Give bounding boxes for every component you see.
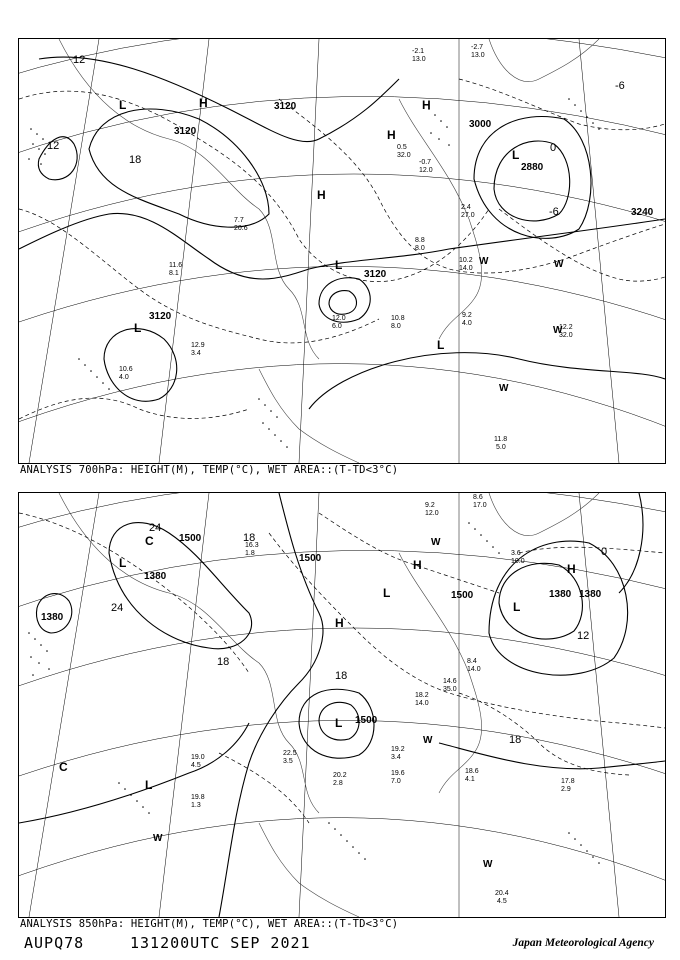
low-center: L bbox=[512, 148, 520, 162]
high-center: H bbox=[567, 562, 576, 576]
wet-patch bbox=[258, 398, 288, 448]
svg-text:4.1: 4.1 bbox=[465, 776, 475, 783]
isotherm bbox=[319, 513, 499, 593]
graticule-700 bbox=[19, 39, 665, 463]
station-plots-850 bbox=[191, 494, 575, 905]
coastline-700 bbox=[59, 39, 599, 463]
height-contour bbox=[309, 353, 665, 409]
station-plot bbox=[415, 692, 429, 707]
station-plot bbox=[245, 542, 259, 557]
height-contour bbox=[474, 117, 591, 239]
station-plot bbox=[467, 658, 481, 673]
station-plot bbox=[415, 237, 425, 252]
station-plot bbox=[462, 312, 472, 327]
low-center: L bbox=[335, 716, 343, 730]
latitude-line bbox=[19, 628, 665, 693]
graticule-850 bbox=[19, 493, 665, 917]
isotherm-label: 18 bbox=[509, 734, 522, 746]
contour-label: 3120 bbox=[274, 101, 297, 112]
station-plot bbox=[119, 366, 133, 381]
caption-850hpa: ANALYSIS 850hPa: HEIGHT(M), TEMP(°C), WET AREA::(T-TD<3°C) bbox=[20, 918, 399, 930]
svg-text:5.0: 5.0 bbox=[496, 444, 506, 451]
svg-text:27.0: 27.0 bbox=[461, 212, 475, 219]
chart-850hpa bbox=[18, 492, 666, 918]
longitude-line bbox=[579, 493, 619, 917]
latitude-line bbox=[19, 364, 665, 449]
high-center: H bbox=[317, 188, 326, 202]
warm-marker: W bbox=[483, 859, 493, 870]
svg-text:12.0: 12.0 bbox=[332, 315, 346, 322]
station-plot bbox=[191, 342, 205, 357]
station-plot bbox=[391, 315, 405, 330]
isotherm-label: 0 bbox=[601, 546, 608, 558]
station-plot bbox=[397, 144, 411, 159]
isotherm bbox=[19, 398, 249, 419]
low-center: L bbox=[119, 98, 127, 112]
isotherm-label: 18 bbox=[217, 656, 230, 668]
svg-text:8.4: 8.4 bbox=[467, 658, 477, 665]
svg-text:14.0: 14.0 bbox=[415, 700, 429, 707]
isotherm-label: 18 bbox=[129, 154, 142, 166]
high-center: H bbox=[387, 128, 396, 142]
low-center: L bbox=[134, 321, 142, 335]
latitude-line bbox=[19, 96, 665, 159]
contour-label: 1380 bbox=[144, 571, 167, 582]
station-plot bbox=[443, 678, 457, 693]
svg-text:10.8: 10.8 bbox=[391, 315, 405, 322]
coastline bbox=[259, 369, 359, 463]
station-plot bbox=[234, 217, 248, 232]
svg-text:4.0: 4.0 bbox=[119, 374, 129, 381]
contour-label: 1500 bbox=[355, 715, 378, 726]
svg-text:8.0: 8.0 bbox=[415, 245, 425, 252]
isotherm bbox=[219, 753, 309, 823]
warm-marker: W bbox=[553, 325, 563, 336]
cold-center: C bbox=[59, 760, 68, 774]
wet-patch bbox=[428, 108, 450, 146]
height-contour bbox=[489, 541, 628, 675]
svg-text:12.2: 12.2 bbox=[559, 324, 573, 331]
latitude-line bbox=[19, 174, 665, 239]
warm-marker: W bbox=[423, 735, 433, 746]
station-plot bbox=[191, 754, 205, 769]
contour-label: 3120 bbox=[149, 311, 172, 322]
latitude-line bbox=[19, 493, 665, 533]
svg-text:8.6: 8.6 bbox=[473, 494, 483, 501]
svg-text:16.3: 16.3 bbox=[245, 542, 259, 549]
coastline bbox=[399, 553, 482, 793]
svg-text:11.8: 11.8 bbox=[494, 436, 508, 443]
coastline bbox=[399, 99, 482, 339]
svg-text:-2.7: -2.7 bbox=[471, 44, 484, 51]
svg-text:14.6: 14.6 bbox=[443, 678, 457, 685]
station-plot bbox=[465, 768, 479, 783]
low-center: L bbox=[145, 778, 153, 792]
agency-credit: Japan Meteorological Agency bbox=[512, 937, 654, 949]
wet-patch bbox=[568, 832, 600, 864]
warm-marker: W bbox=[554, 259, 564, 270]
contour-label: 1380 bbox=[549, 589, 572, 600]
height-contour bbox=[104, 329, 177, 402]
coastline bbox=[259, 823, 359, 917]
isotherm-label: 24 bbox=[111, 602, 124, 614]
high-center: H bbox=[199, 96, 208, 110]
station-plot bbox=[419, 159, 433, 174]
isotherm-label: -6 bbox=[615, 80, 625, 92]
svg-text:3.6: 3.6 bbox=[511, 550, 521, 557]
station-plot bbox=[169, 262, 182, 277]
svg-text:8.1: 8.1 bbox=[169, 270, 179, 277]
svg-text:2.4: 2.4 bbox=[461, 204, 471, 211]
contour-label: 3120 bbox=[174, 126, 197, 137]
svg-text:10.6: 10.6 bbox=[119, 366, 133, 373]
low-center: L bbox=[513, 600, 521, 614]
svg-text:0.5: 0.5 bbox=[397, 144, 407, 151]
svg-text:10.0: 10.0 bbox=[511, 558, 525, 565]
contour-label: 1500 bbox=[179, 533, 202, 544]
svg-text:32.0: 32.0 bbox=[559, 332, 573, 339]
low-center: L bbox=[437, 338, 445, 352]
contour-label: 1380 bbox=[41, 612, 64, 623]
svg-text:2.9: 2.9 bbox=[561, 786, 571, 793]
isotherm-label: 12 bbox=[47, 140, 60, 152]
svg-text:18.6: 18.6 bbox=[465, 768, 479, 775]
station-plot bbox=[559, 324, 573, 339]
isotherm-label: 12 bbox=[577, 630, 590, 642]
svg-text:-2.1: -2.1 bbox=[412, 48, 425, 55]
contour-label: 3120 bbox=[364, 269, 387, 280]
contour-label: 2880 bbox=[521, 162, 544, 173]
contour-label: 3000 bbox=[469, 119, 492, 130]
svg-text:22.5: 22.5 bbox=[283, 750, 297, 757]
svg-text:19.2: 19.2 bbox=[391, 746, 405, 753]
svg-text:4.5: 4.5 bbox=[497, 898, 507, 905]
coastline bbox=[59, 39, 319, 359]
station-plot bbox=[283, 750, 297, 765]
svg-text:19.6: 19.6 bbox=[391, 770, 405, 777]
warm-marker: W bbox=[153, 833, 163, 844]
svg-text:9.2: 9.2 bbox=[462, 312, 472, 319]
station-plot bbox=[191, 794, 205, 809]
svg-text:4.5: 4.5 bbox=[191, 762, 201, 769]
svg-text:2.8: 2.8 bbox=[333, 780, 343, 787]
svg-text:8.0: 8.0 bbox=[391, 323, 401, 330]
svg-text:14.0: 14.0 bbox=[467, 666, 481, 673]
station-plot bbox=[494, 436, 507, 451]
latitude-line bbox=[19, 39, 665, 79]
svg-text:3.4: 3.4 bbox=[391, 754, 401, 761]
wet-patch bbox=[468, 522, 500, 554]
svg-text:35.0: 35.0 bbox=[443, 686, 457, 693]
pressure-centers-850 bbox=[59, 534, 576, 792]
svg-text:19.8: 19.8 bbox=[191, 794, 205, 801]
svg-text:19.0: 19.0 bbox=[191, 754, 205, 761]
station-plot bbox=[425, 502, 439, 517]
isotherm bbox=[459, 693, 629, 775]
isotherm-label: 18 bbox=[335, 670, 348, 682]
map-850hpa-svg bbox=[19, 493, 665, 917]
height-contour bbox=[19, 723, 249, 823]
high-center: H bbox=[335, 616, 344, 630]
svg-text:9.2: 9.2 bbox=[425, 502, 435, 509]
low-center: L bbox=[335, 258, 343, 272]
station-plot bbox=[495, 890, 509, 905]
chart-code: AUPQ78 bbox=[24, 934, 85, 952]
svg-text:3.4: 3.4 bbox=[191, 350, 201, 357]
height-contours-700 bbox=[19, 57, 665, 409]
svg-text:11.6: 11.6 bbox=[169, 262, 183, 269]
longitude-line bbox=[579, 39, 619, 463]
isotherm bbox=[519, 547, 665, 553]
station-plot bbox=[561, 778, 575, 793]
svg-text:1.8: 1.8 bbox=[245, 550, 255, 557]
height-contour bbox=[39, 57, 399, 142]
svg-text:10.2: 10.2 bbox=[459, 257, 473, 264]
contour-label: 1500 bbox=[299, 553, 322, 564]
svg-text:20.4: 20.4 bbox=[495, 890, 509, 897]
contour-label: 1380 bbox=[579, 589, 602, 600]
longitude-line bbox=[159, 493, 209, 917]
height-contours-850 bbox=[19, 493, 665, 917]
wind-marks-850 bbox=[153, 537, 493, 870]
isotherm-label: 12 bbox=[73, 54, 86, 66]
svg-text:-0.7: -0.7 bbox=[419, 159, 432, 166]
height-contour bbox=[439, 743, 665, 769]
analysis-time: 131200UTC SEP 2021 bbox=[130, 934, 311, 952]
caption-700hpa: ANALYSIS 700hPa: HEIGHT(M), TEMP(°C), WET AREA::(T-TD<3°C) bbox=[20, 464, 399, 476]
svg-text:6.0: 6.0 bbox=[332, 323, 342, 330]
station-plot bbox=[473, 494, 487, 509]
isotherm bbox=[269, 533, 665, 728]
high-center: H bbox=[422, 98, 431, 112]
svg-text:13.0: 13.0 bbox=[471, 52, 485, 59]
height-contour bbox=[619, 493, 643, 593]
svg-text:7.0: 7.0 bbox=[391, 778, 401, 785]
svg-text:12.0: 12.0 bbox=[419, 167, 433, 174]
svg-text:14.0: 14.0 bbox=[459, 265, 473, 272]
svg-text:20.6: 20.6 bbox=[234, 225, 248, 232]
temp-labels-700 bbox=[47, 54, 625, 218]
map-700hpa-svg bbox=[19, 39, 665, 463]
isotherm-label: 0 bbox=[550, 142, 557, 154]
isotherm-label: 18 bbox=[243, 532, 256, 544]
contour-label: 1500 bbox=[451, 590, 474, 601]
station-plot bbox=[391, 746, 405, 761]
height-contour bbox=[329, 291, 357, 315]
svg-text:4.0: 4.0 bbox=[462, 320, 472, 327]
warm-marker: W bbox=[431, 537, 441, 548]
svg-text:17.8: 17.8 bbox=[561, 778, 575, 785]
svg-text:1.3: 1.3 bbox=[191, 802, 201, 809]
high-center: H bbox=[413, 558, 422, 572]
svg-text:13.0: 13.0 bbox=[412, 56, 426, 63]
svg-text:32.0: 32.0 bbox=[397, 152, 411, 159]
cold-center: C bbox=[145, 534, 154, 548]
svg-text:12.9: 12.9 bbox=[191, 342, 205, 349]
svg-text:17.0: 17.0 bbox=[473, 502, 487, 509]
latitude-line bbox=[19, 818, 665, 903]
isotherm-label: 24 bbox=[149, 522, 162, 534]
svg-text:18.2: 18.2 bbox=[415, 692, 429, 699]
station-plot bbox=[459, 257, 473, 272]
svg-text:8.8: 8.8 bbox=[415, 237, 425, 244]
wet-patch bbox=[328, 822, 366, 860]
station-plot bbox=[471, 44, 485, 59]
station-plot bbox=[412, 48, 426, 63]
low-center: L bbox=[119, 556, 127, 570]
chart-700hpa bbox=[18, 38, 666, 464]
station-plot bbox=[461, 204, 475, 219]
contour-label: 3240 bbox=[631, 207, 654, 218]
warm-marker: W bbox=[479, 256, 489, 267]
svg-text:3.5: 3.5 bbox=[283, 758, 293, 765]
svg-text:7.7: 7.7 bbox=[234, 217, 244, 224]
svg-text:12.0: 12.0 bbox=[425, 510, 439, 517]
isotherm bbox=[19, 209, 379, 343]
station-plot bbox=[333, 772, 347, 787]
warm-marker: W bbox=[499, 383, 509, 394]
low-center: L bbox=[383, 586, 391, 600]
isotherm-label: -6 bbox=[549, 206, 559, 218]
station-plot bbox=[391, 770, 405, 785]
wind-marks-700 bbox=[479, 256, 564, 394]
svg-text:20.2: 20.2 bbox=[333, 772, 347, 779]
wet-patch bbox=[28, 632, 50, 676]
